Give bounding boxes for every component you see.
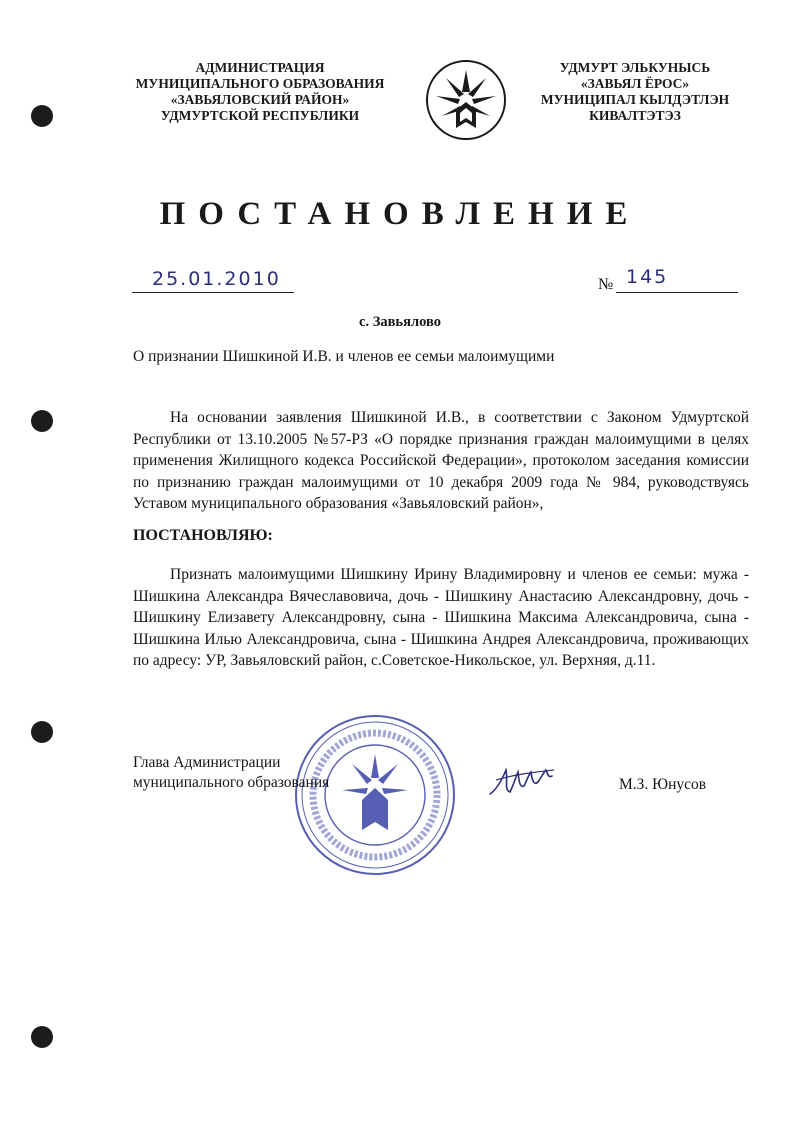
district-emblem-icon (424, 58, 508, 142)
header-right-line: «ЗАВЬЯЛ ЁРОС» (580, 76, 690, 91)
punch-hole (31, 1026, 53, 1048)
handwritten-signature (486, 760, 558, 800)
signer-position-line2: муниципального образования (133, 774, 330, 791)
header-right-line: МУНИЦИПАЛ КЫЛДЭТЛЭН (540, 92, 730, 107)
header-left-line: «ЗАВЬЯЛОВСКИЙ РАЙОН» (170, 92, 350, 107)
document-decision: Признать малоимущими Шишкину Ирину Владимировну и членов ее семьи: мужа - Шишкина Александра Вячеславовича, дочь - Шишкину Анастасию Александровну, дочь - Шишкину Елизавету Александровну, сына - Шишкина Максима Александровича, сына - Шишкина Илью Александровича, сына - Шишкина Андрея Александровича, проживающих по адресу: УР, Завьяловский район, с.Советское-Никольское, ул. Верхняя, д.11. (133, 566, 749, 669)
official-stamp (292, 712, 458, 878)
decree-word: ПОСТАНОВЛЯЮ: (133, 527, 273, 544)
header-right-block (520, 60, 750, 124)
document-date: 25.01.2010 (152, 268, 281, 290)
punch-hole (31, 410, 53, 432)
header-right-line: КИВАЛТЭТЭЗ (589, 108, 681, 123)
punch-hole (31, 105, 53, 127)
document-number: 145 (626, 266, 669, 288)
document-title: ПОСТАНОВЛЕНИЕ (159, 196, 641, 232)
punch-hole (31, 721, 53, 743)
header-left-line: АДМИНИСТРАЦИЯ (195, 60, 325, 75)
header-left-line: МУНИЦИПАЛЬНОГО ОБРАЗОВАНИЯ (135, 76, 385, 91)
signer-position-line1: Глава Администрации (133, 754, 281, 771)
date-underline (132, 292, 294, 293)
number-label: № (598, 276, 614, 293)
header-left-block (130, 60, 390, 124)
number-underline (616, 292, 738, 293)
document-subject: О признании Шишкиной И.В. и членов ее семьи малоимущими (133, 348, 555, 365)
header-left-line: УДМУРТСКОЙ РЕСПУБЛИКИ (160, 108, 360, 123)
signer-position (133, 753, 329, 793)
document-place: с. Завьялово (359, 314, 441, 330)
document-preamble: На основании заявления Шишкиной И.В., в соответствии с Законом Удмуртской Республики от 13.10.2005 №57-РЗ «О порядке признания граждан малоимущими в целях применения Жилищного кодекса Российской Федерации», протоколом заседания комиссии по признанию граждан малоимущими от 10 декабря 2009 года № 984, руководствуясь Уставом муниципального образования «Завьяловский район», (133, 409, 749, 512)
signer-name: М.З. Юнусов (619, 776, 707, 793)
header-right-line: УДМУРТ ЭЛЬКУНЫСЬ (559, 60, 711, 75)
